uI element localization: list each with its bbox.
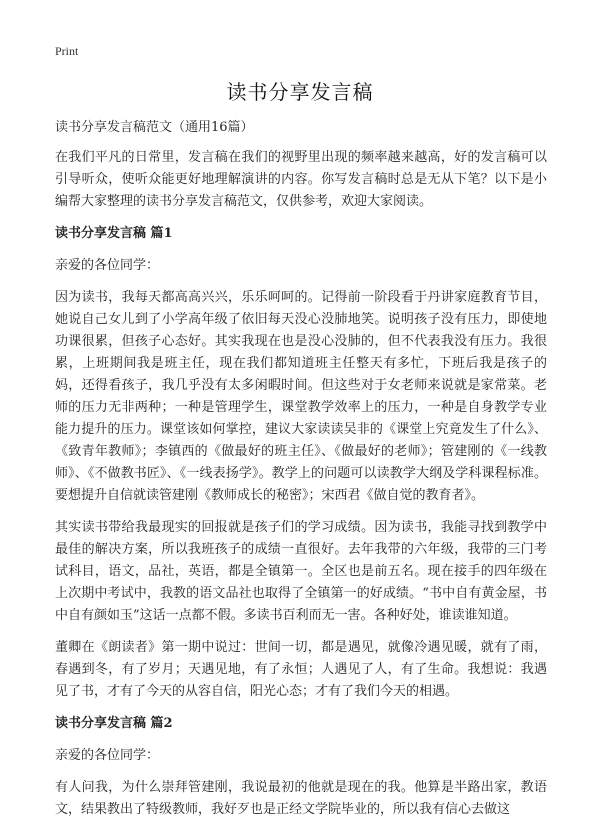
section-2 — [55, 713, 547, 821]
body-paragraph: 有人问我，为什么崇拜管建刚，我说最初的他就是现在的我。他算是半路出家，教语文，结果教出了特级教师，我好歹也是正经文学院毕业的，所以我有信心去做这 — [55, 780, 547, 817]
section-greeting: 亲爱的各位同学： — [55, 258, 160, 273]
section-greeting: 亲爱的各位同学： — [55, 748, 160, 763]
intro-paragraph: 在我们平凡的日常里，发言稿在我们的视野里出现的频率越来越高，好的发言稿可以引导听众，使听众能更好地理解演讲的内容。你写发言稿时总是无从下笔？以下是小编帮大家整理的读书分享发言稿范文，仅供参考，欢迎大家阅读。 — [55, 150, 547, 209]
document-body — [55, 117, 547, 828]
print-link[interactable]: Print — [55, 44, 79, 58]
section-1 — [55, 223, 547, 703]
body-paragraph: 董卿在《朗读者》第一期中说过：世间一切，都是遇见，就像冷遇见暖，就有了雨，春遇到冬，有了岁月；天遇见地，有了永恒；人遇见了人，有了生命。我想说：我遇见了书，才有了今天的从容自信，阳光心态；才有了我们今天的相遇。 — [55, 640, 547, 699]
page-title: 读书分享发言稿 — [226, 80, 374, 104]
body-paragraph: 其实读书带给我最现实的回报就是孩子们的学习成绩。因为读书，我能寻找到教学中最佳的解决方案，所以我班孩子的成绩一直很好。去年我带的六年级，我带的三门考试科目，语文，品社，英语，都是全镇第一。全区也是前五名。现在接手的四年级在上次期中考试中，我教的语文品社也取得了全镇第一的好成绩。“书中自有黄金屋，书中自有颜如玉”这话一点都不假。多读书百利而无一害。各种好处，谁读谁知道。 — [55, 520, 547, 623]
section-heading: 读书分享发言稿 篇1 — [55, 226, 173, 241]
document-subtitle: 读书分享发言稿范文（通用16篇） — [55, 120, 254, 135]
body-paragraph: 因为读书，我每天都高高兴兴，乐乐呵呵的。记得前一阶段看于丹讲家庭教育节目，她说自己女儿到了小学高年级了依旧每天没心没肺地笑。说明孩子没有压力，即使地功课很累，但孩子心态好。其实我现在也是没心没肺的，但不代表我没有压力。我很累，上班期间我是班主任，现在我们都知道班主任整天有多忙，下班后我是孩子的妈，还得看孩子，我几乎没有太多闲暇时间。但这些对于女老师来说就是家常菜。老师的压力无非两种；一种是管理学生，课堂教学效率上的压力，一种是自身教学专业能力提升的压力。课堂该如何掌控，建议大家读读吴非的《课堂上究竟发生了什么》、《致青年教师》；李镇西的《做最好的班主任》、《做最好的老师》；管建刚的《一线教师》、《不做教书匠》、《一线表扬学》。教学上的问题可以读教学大纲及学科课程标准。要想提升自信就读管建刚《教师成长的秘密》；宋西君《做自觉的教育者》。 — [55, 290, 547, 503]
section-heading: 读书分享发言稿 篇2 — [55, 716, 173, 731]
